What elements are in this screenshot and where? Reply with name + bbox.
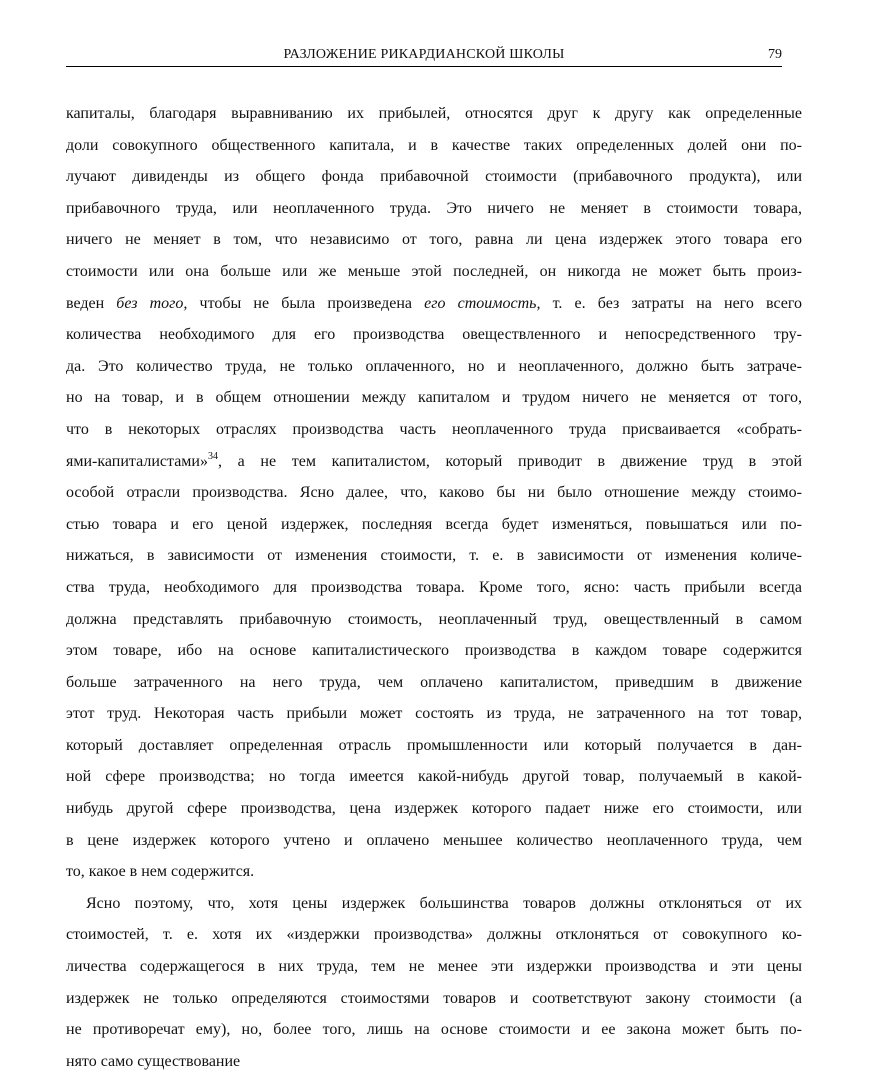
text-line — [66, 446, 802, 478]
text-line: нято само существование — [66, 1052, 241, 1070]
text-line: в цене издержек которого учтено и оплачено меньшее количество неоплаченного труда, чем — [66, 831, 802, 849]
text-line: стоимости или она больше или же меньше этой последней, он никогда не может быть произ- — [66, 262, 802, 280]
text-line: но на товар, и в общем отношении между капиталом и трудом ничего не меняется от того, — [66, 389, 802, 407]
text-line: который доставляет определенная отрасль промышленности или который получается в дан- — [66, 736, 802, 754]
text-line-paragraph-start: Ясно поэтому, что, хотя цены издержек большинства товаров должны отклоняться от их — [86, 894, 802, 912]
text-line: ничего не меняет в том, что независимо от того, равна ли цена издержек этого товара его — [66, 231, 802, 249]
footnote-marker[interactable]: 34 — [207, 450, 218, 462]
text-run: веден — [66, 294, 117, 312]
running-header — [66, 46, 782, 67]
page-number: 79 — [768, 47, 782, 62]
text-line-paragraph-end: то, какое в нем содержится. — [66, 863, 255, 881]
text-line: стоимостей, т. е. хотя их «издержки производства» должны отклоняться от совокупного ко- — [66, 926, 802, 944]
italic-emphasis: его стоимость, — [424, 294, 541, 312]
text-line: доли совокупного общественного капитала, и в качестве таких определенных долей они по- — [66, 136, 802, 154]
text-line: особой отрасли производства. Ясно далее, что, каково бы ни было отношение между стоимо- — [66, 484, 802, 502]
text-line: ной сфере производства; но тогда имеется какой-нибудь другой товар, получаемый в какой- — [66, 768, 802, 786]
text-line: прибавочного труда, или неоплаченного труда. Это ничего не меняет в стоимости товара, — [66, 199, 802, 217]
text-line — [66, 288, 802, 320]
text-line: нижаться, в зависимости от изменения стоимости, т. е. в зависимости от изменения количе- — [66, 547, 802, 565]
text-line: лучают дивиденды из общего фонда прибавочной стоимости (прибавочного продукта), или — [66, 168, 802, 186]
text-line: издержек не только определяются стоимостями товаров и соответствуют закону стоимости (а — [66, 989, 802, 1007]
text-run: т. е. без затраты на него всего — [540, 294, 803, 312]
text-run: чтобы не была произведена — [187, 294, 425, 312]
body-text — [66, 98, 802, 1077]
text-run: ями-капиталистами» — [66, 452, 208, 470]
text-line: этот труд. Некоторая часть прибыли может состоять из труда, не затраченного на тот товар, — [66, 705, 802, 723]
text-line: что в некоторых отраслях производства часть неоплаченного труда присваивается «собрать- — [66, 420, 802, 438]
text-line: ства труда, необходимого для производства товара. Кроме того, ясно: часть прибыли всегда — [66, 578, 802, 596]
italic-emphasis: без того, — [116, 294, 188, 312]
text-line: не противоречат ему), но, более того, лишь на основе стоимости и ее закона может быть по- — [66, 1021, 802, 1039]
text-line: личества содержащегося в них труда, тем не менее эти издержки производства и эти цены — [66, 958, 802, 976]
running-title: РАЗЛОЖЕНИЕ РИКАРДИАНСКОЙ ШКОЛЫ — [283, 47, 565, 62]
text-line: капиталы, благодаря выравниванию их прибылей, относятся друг к другу как определенные — [66, 105, 802, 122]
text-line: этом товаре, ибо на основе капиталистического производства в каждом товаре содержится — [66, 642, 802, 660]
text-line: стью товара и его ценой издержек, последняя всегда будет изменяться, повышаться или по- — [66, 515, 802, 533]
text-line: нибудь другой сфере производства, цена издержек которого падает ниже его стоимости, или — [66, 800, 802, 818]
text-line: количества необходимого для его производства овеществленного и непосредственного тру- — [66, 326, 802, 344]
text-line: больше затраченного на него труда, чем оплачено капиталистом, приведшим в движение — [66, 673, 802, 691]
text-run: , а не тем капиталистом, который приводит в движение труд в этой — [217, 452, 802, 470]
text-line: должна представлять прибавочную стоимость, неоплаченный труд, овеществленный в самом — [66, 610, 802, 628]
text-line: да. Это количество труда, не только оплаченного, но и неоплаченного, должно быть затраче- — [66, 357, 802, 375]
